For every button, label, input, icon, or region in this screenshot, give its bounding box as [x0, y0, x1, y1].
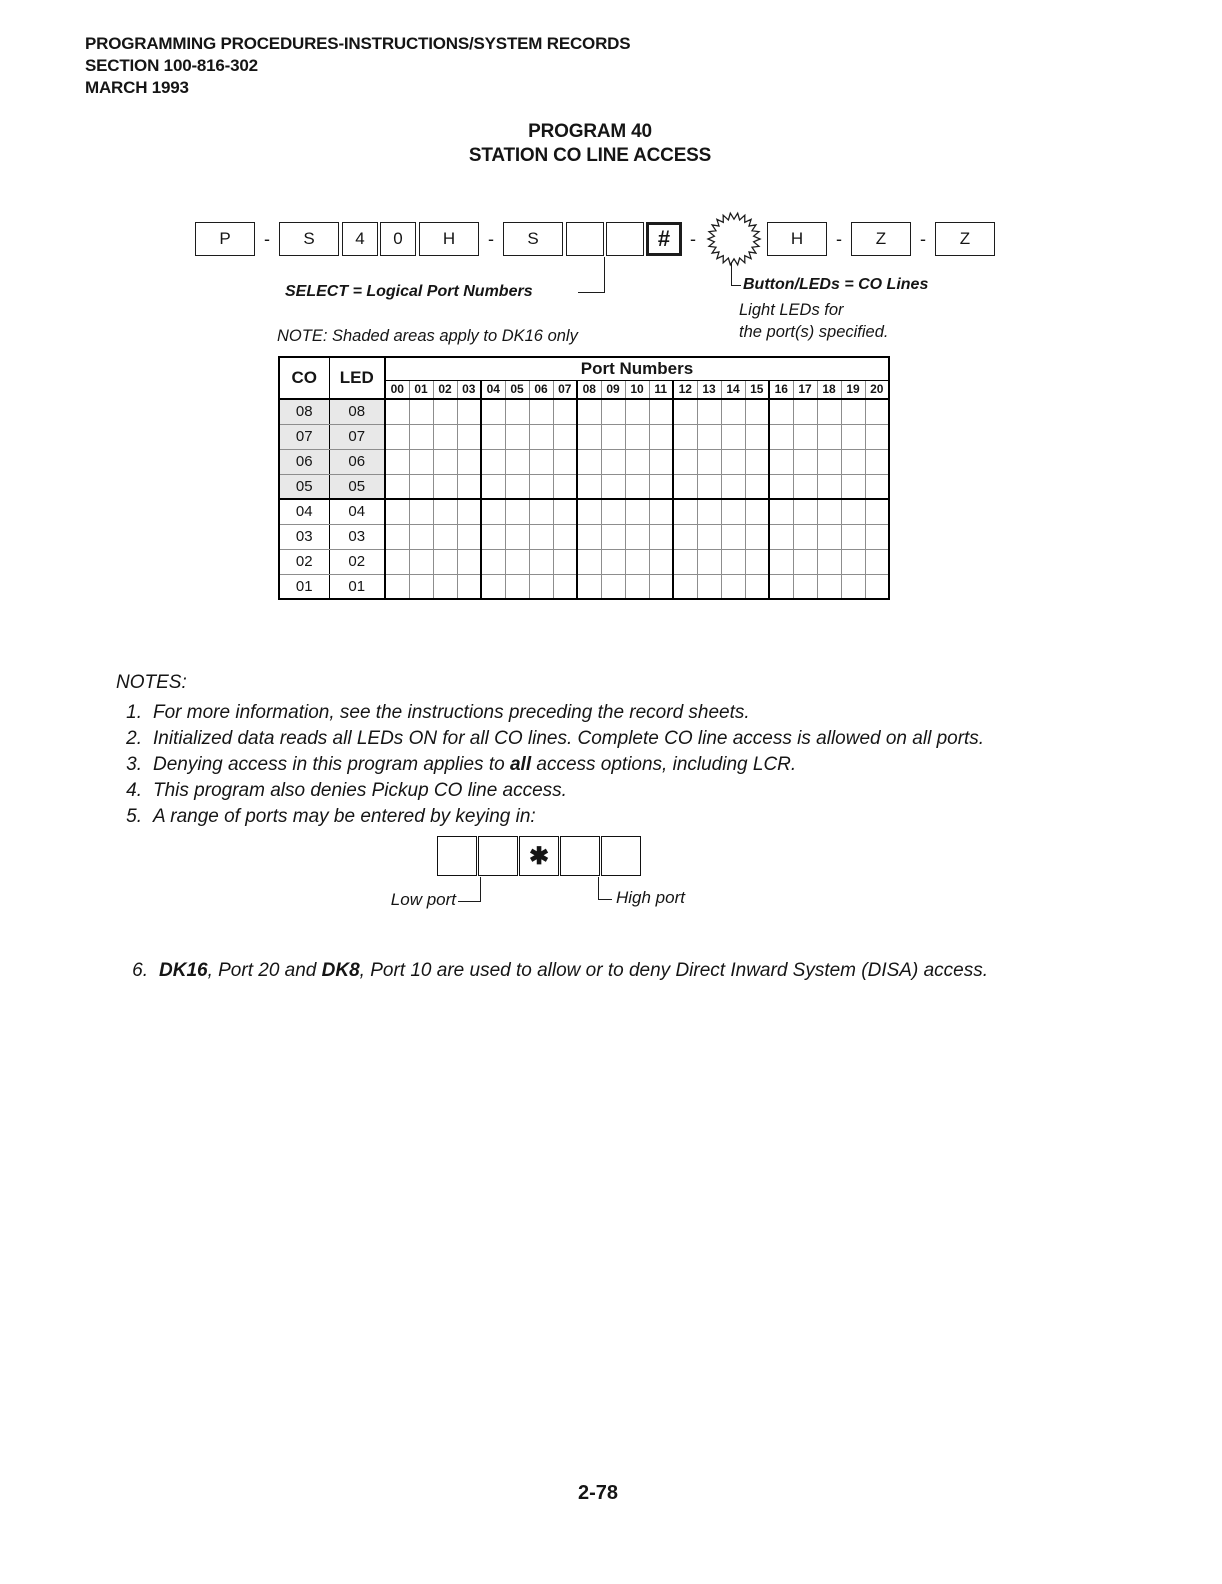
high-port-label: High port: [616, 888, 685, 907]
port-cell: [409, 499, 433, 524]
co-cell: 02: [279, 549, 329, 574]
port-cell: [721, 424, 745, 449]
port-cell: [649, 399, 673, 424]
port-column-header: 09: [601, 380, 625, 399]
co-cell: 08: [279, 399, 329, 424]
key-box-p: P: [195, 222, 255, 256]
note-number: 4.: [126, 780, 142, 801]
port-cell: [577, 449, 601, 474]
port-column-header: 04: [481, 380, 505, 399]
port-cell: [769, 524, 793, 549]
port-column-header: 12: [673, 380, 697, 399]
port-column-header: 16: [769, 380, 793, 399]
port-cell: [769, 424, 793, 449]
port-cell: [433, 449, 457, 474]
port-cell: [385, 474, 409, 499]
document-header: [85, 33, 630, 99]
port-cell: [385, 549, 409, 574]
port-cell: [769, 474, 793, 499]
port-cell: [625, 449, 649, 474]
note-item: [116, 754, 984, 776]
port-cell: [649, 424, 673, 449]
port-cell: [577, 574, 601, 599]
key-separator-dash: -: [920, 228, 926, 249]
port-cell: [817, 549, 841, 574]
led-cell: 06: [329, 449, 385, 474]
port-cell: [577, 399, 601, 424]
port-cell: [625, 549, 649, 574]
co-cell: 01: [279, 574, 329, 599]
port-cell: [601, 549, 625, 574]
low-port-pointer-vertical: [480, 877, 481, 902]
range-digit-box: [601, 836, 641, 876]
port-cell: [409, 474, 433, 499]
page-title: [0, 120, 1180, 168]
port-column-header: 05: [505, 380, 529, 399]
note-text-bold: DK8: [321, 960, 360, 981]
port-cell: [673, 424, 697, 449]
port-cell: [649, 524, 673, 549]
port-column-header: 11: [649, 380, 673, 399]
port-cell: [865, 524, 889, 549]
port-cell: [721, 449, 745, 474]
port-cell: [769, 399, 793, 424]
port-cell: [553, 449, 577, 474]
port-cell: [553, 474, 577, 499]
port-cell: [625, 474, 649, 499]
led-cell: 02: [329, 549, 385, 574]
port-cell: [745, 474, 769, 499]
note-text-segment: Initialized data reads all LEDs ON for all CO lines. Complete CO line access is allowed on all ports.: [153, 728, 985, 749]
select-pointer-line-vertical: [604, 257, 605, 293]
port-cell: [577, 524, 601, 549]
header-line: SECTION 100-816-302: [85, 56, 258, 75]
port-cell: [745, 399, 769, 424]
port-cell: [793, 574, 817, 599]
port-cell: [577, 499, 601, 524]
note-item: [116, 728, 984, 750]
header-line: PROGRAMMING PROCEDURES-INSTRUCTIONS/SYSTEM RECORDS: [85, 34, 631, 53]
port-cell: [409, 524, 433, 549]
port-cell: [505, 499, 529, 524]
port-cell: [865, 499, 889, 524]
table-row: [279, 574, 889, 599]
port-cell: [409, 449, 433, 474]
port-cell: [481, 449, 505, 474]
port-cell: [433, 549, 457, 574]
led-cell: 08: [329, 399, 385, 424]
port-cell: [481, 474, 505, 499]
port-cell: [457, 499, 481, 524]
table-row: [279, 524, 889, 549]
co-cell: 04: [279, 499, 329, 524]
note-text: [153, 728, 984, 750]
table-row: [279, 399, 889, 424]
note-item: [116, 806, 984, 828]
port-cell: [385, 524, 409, 549]
port-cell: [457, 424, 481, 449]
button-pointer-line-vertical: [731, 262, 732, 286]
port-cell: [865, 474, 889, 499]
button-leds-label: Button/LEDs = CO Lines: [743, 276, 929, 293]
port-cell: [673, 549, 697, 574]
note-text-bold: all: [509, 754, 532, 775]
table-row: [279, 424, 889, 449]
port-column-header: 07: [553, 380, 577, 399]
port-column-header: 00: [385, 380, 409, 399]
port-cell: [433, 524, 457, 549]
notes-list: [116, 702, 984, 828]
button-leds-subtext-2: the port(s) specified.: [739, 323, 889, 341]
led-cell: 07: [329, 424, 385, 449]
note-item: [116, 702, 984, 724]
led-cell: 03: [329, 524, 385, 549]
port-cell: [721, 474, 745, 499]
port-cell: [625, 424, 649, 449]
key-box-select: [566, 222, 604, 256]
port-column-header: 20: [865, 380, 889, 399]
button-leds-subtext-1: Light LEDs for: [739, 301, 844, 319]
port-cell: [457, 449, 481, 474]
port-cell: [385, 499, 409, 524]
port-cell: [865, 574, 889, 599]
asterisk-key-box: ✱: [519, 836, 559, 876]
port-cell: [817, 524, 841, 549]
note-number: 5.: [126, 806, 142, 827]
port-cell: [433, 574, 457, 599]
co-cell: 05: [279, 474, 329, 499]
port-cell: [553, 499, 577, 524]
key-box-select: [606, 222, 644, 256]
port-cell: [649, 449, 673, 474]
port-cell: [649, 474, 673, 499]
note-text-segment: , Port 10 are used to allow or to deny Direct Inward System (DISA) access.: [359, 960, 988, 981]
port-cell: [817, 574, 841, 599]
port-cell: [625, 499, 649, 524]
port-cell: [529, 549, 553, 574]
note-text: [153, 702, 750, 724]
port-cell: [745, 424, 769, 449]
port-cell: [553, 549, 577, 574]
port-cell: [481, 499, 505, 524]
port-cell: [793, 424, 817, 449]
port-cell: [601, 474, 625, 499]
port-cell: [385, 449, 409, 474]
note-text: [153, 806, 536, 828]
port-cell: [769, 549, 793, 574]
port-cell: [817, 399, 841, 424]
port-cell: [553, 399, 577, 424]
note-text-bold: DK16: [159, 960, 208, 981]
port-cell: [721, 549, 745, 574]
port-cell: [625, 399, 649, 424]
port-cell: [481, 424, 505, 449]
port-cell: [649, 499, 673, 524]
port-cell: [865, 549, 889, 574]
range-digit-box: [437, 836, 477, 876]
note-item: [116, 780, 984, 802]
key-box-z: Z: [935, 222, 995, 256]
port-column-header: 14: [721, 380, 745, 399]
table-row: [279, 549, 889, 574]
note-number: 6.: [132, 960, 148, 981]
port-cell: [553, 424, 577, 449]
port-cell: [601, 399, 625, 424]
select-label: SELECT = Logical Port Numbers: [285, 283, 533, 300]
port-cell: [841, 474, 865, 499]
program-title-line2: STATION CO LINE ACCESS: [468, 145, 712, 166]
port-cell: [433, 474, 457, 499]
port-cell: [481, 399, 505, 424]
port-cell: [697, 549, 721, 574]
port-cell: [817, 424, 841, 449]
port-cell: [505, 549, 529, 574]
port-cell: [817, 449, 841, 474]
port-column-header: 19: [841, 380, 865, 399]
port-cell: [721, 399, 745, 424]
note-text: [153, 780, 567, 802]
high-port-pointer-horizontal: [598, 899, 612, 900]
port-cell: [697, 449, 721, 474]
port-cell: [577, 549, 601, 574]
co-cell: 06: [279, 449, 329, 474]
port-cell: [769, 449, 793, 474]
note-number: 3.: [126, 754, 142, 775]
port-cell: [385, 399, 409, 424]
port-cell: [649, 549, 673, 574]
port-column-header: 10: [625, 380, 649, 399]
port-cell: [601, 574, 625, 599]
key-box-#: #: [646, 222, 682, 256]
port-cell: [457, 574, 481, 599]
port-column-header: 08: [577, 380, 601, 399]
port-cell: [673, 499, 697, 524]
port-cell: [529, 449, 553, 474]
port-cell: [409, 424, 433, 449]
note-text-segment: For more information, see the instructions preceding the record sheets.: [153, 702, 750, 723]
range-entry-row: [437, 836, 642, 876]
port-cell: [865, 399, 889, 424]
notes-section: [116, 672, 984, 832]
port-cell: [793, 549, 817, 574]
high-port-pointer-vertical: [598, 877, 599, 900]
port-cell: [817, 499, 841, 524]
key-box-h: H: [419, 222, 479, 256]
port-cell: [481, 524, 505, 549]
port-column-header: 18: [817, 380, 841, 399]
port-cell: [433, 499, 457, 524]
port-cell: [697, 574, 721, 599]
port-cell: [505, 574, 529, 599]
led-cell: 05: [329, 474, 385, 499]
port-cell: [505, 474, 529, 499]
key-box-z: Z: [851, 222, 911, 256]
key-box-h: H: [767, 222, 827, 256]
port-cell: [793, 399, 817, 424]
key-box-4: 4: [342, 222, 378, 256]
port-cell: [481, 574, 505, 599]
port-cell: [745, 574, 769, 599]
port-cell: [673, 574, 697, 599]
port-cell: [601, 499, 625, 524]
port-column-header: 15: [745, 380, 769, 399]
low-port-pointer-horizontal: [458, 901, 480, 902]
port-cell: [529, 524, 553, 549]
port-cell: [601, 424, 625, 449]
key-box-s: S: [279, 222, 339, 256]
note-item-6: [122, 960, 988, 982]
port-cell: [433, 424, 457, 449]
port-cell: [721, 524, 745, 549]
led-cell: 04: [329, 499, 385, 524]
key-separator-dash: -: [690, 228, 696, 249]
port-cell: [577, 424, 601, 449]
note-text-segment: Denying access in this program applies to: [153, 754, 510, 775]
port-cell: [529, 499, 553, 524]
header-line: MARCH 1993: [85, 78, 189, 97]
port-cell: [529, 574, 553, 599]
note-text: [153, 754, 796, 776]
port-table: [278, 356, 890, 600]
port-cell: [745, 524, 769, 549]
port-cell: [673, 524, 697, 549]
port-cell: [505, 449, 529, 474]
port-cell: [697, 399, 721, 424]
port-column-header: 13: [697, 380, 721, 399]
port-cell: [481, 549, 505, 574]
port-cell: [793, 499, 817, 524]
port-cell: [577, 474, 601, 499]
port-cell: [697, 524, 721, 549]
port-cell: [793, 474, 817, 499]
low-port-label: Low port: [390, 890, 456, 909]
port-cell: [409, 549, 433, 574]
port-cell: [457, 474, 481, 499]
flashing-button-box: [705, 210, 763, 268]
port-cell: [673, 449, 697, 474]
note-text-segment: , Port 20 and: [207, 960, 322, 981]
note-number: 1.: [126, 702, 142, 723]
notes-heading: NOTES:: [116, 672, 187, 693]
port-cell: [649, 574, 673, 599]
port-cell: [409, 574, 433, 599]
key-separator-dash: -: [264, 228, 270, 249]
key-separator-dash: -: [488, 228, 494, 249]
port-cell: [409, 399, 433, 424]
port-column-header: 06: [529, 380, 553, 399]
range-digit-box: [478, 836, 518, 876]
port-cell: [553, 524, 577, 549]
port-cell: [529, 474, 553, 499]
port-cell: [793, 524, 817, 549]
port-cell: [529, 399, 553, 424]
port-cell: [673, 399, 697, 424]
port-cell: [841, 399, 865, 424]
port-cell: [601, 449, 625, 474]
co-cell: 07: [279, 424, 329, 449]
key-sequence: [193, 210, 997, 268]
port-numbers-header: Port Numbers: [385, 357, 889, 380]
shaded-areas-note: NOTE: Shaded areas apply to DK16 only: [277, 327, 578, 345]
port-cell: [721, 499, 745, 524]
note-text-segment: This program also denies Pickup CO line access.: [153, 780, 567, 801]
port-column-header: 01: [409, 380, 433, 399]
port-cell: [457, 399, 481, 424]
port-column-header: 02: [433, 380, 457, 399]
table-row: [279, 474, 889, 499]
port-cell: [457, 549, 481, 574]
note-text: [159, 960, 988, 982]
port-cell: [841, 449, 865, 474]
port-cell: [865, 449, 889, 474]
port-cell: [769, 499, 793, 524]
port-cell: [865, 424, 889, 449]
port-cell: [745, 549, 769, 574]
port-cell: [769, 574, 793, 599]
port-cell: [505, 424, 529, 449]
starburst-icon: [705, 210, 763, 268]
page-number: 2-78: [577, 1482, 619, 1504]
port-cell: [601, 524, 625, 549]
port-cell: [529, 424, 553, 449]
port-cell: [625, 524, 649, 549]
port-cell: [385, 574, 409, 599]
select-pointer-line-horizontal: [578, 292, 604, 293]
port-column-header: 17: [793, 380, 817, 399]
key-box-0: 0: [380, 222, 416, 256]
port-cell: [697, 474, 721, 499]
port-cell: [385, 424, 409, 449]
port-cell: [793, 449, 817, 474]
port-cell: [697, 499, 721, 524]
port-cell: [625, 574, 649, 599]
port-cell: [553, 574, 577, 599]
port-cell: [841, 424, 865, 449]
range-digit-box: [560, 836, 600, 876]
port-cell: [505, 399, 529, 424]
note-text-segment: access options, including LCR.: [531, 754, 797, 775]
port-cell: [433, 399, 457, 424]
port-cell: [505, 524, 529, 549]
port-column-header: 03: [457, 380, 481, 399]
key-separator-dash: -: [836, 228, 842, 249]
led-header-cell: LED: [329, 357, 385, 399]
table-row: [279, 499, 889, 524]
port-cell: [841, 524, 865, 549]
note-number: 2.: [126, 728, 142, 749]
note-text-segment: A range of ports may be entered by keying in:: [153, 806, 536, 827]
port-cell: [673, 474, 697, 499]
port-cell: [457, 524, 481, 549]
co-header-cell: CO: [279, 357, 329, 399]
port-cell: [697, 424, 721, 449]
port-cell: [817, 474, 841, 499]
key-box-s: S: [503, 222, 563, 256]
port-cell: [841, 549, 865, 574]
port-cell: [745, 499, 769, 524]
port-cell: [841, 499, 865, 524]
table-row: [279, 449, 889, 474]
co-cell: 03: [279, 524, 329, 549]
led-cell: 01: [329, 574, 385, 599]
button-pointer-line-horizontal: [731, 285, 741, 286]
port-cell: [721, 574, 745, 599]
port-cell: [841, 574, 865, 599]
port-cell: [745, 449, 769, 474]
program-title-line1: PROGRAM 40: [528, 121, 652, 142]
